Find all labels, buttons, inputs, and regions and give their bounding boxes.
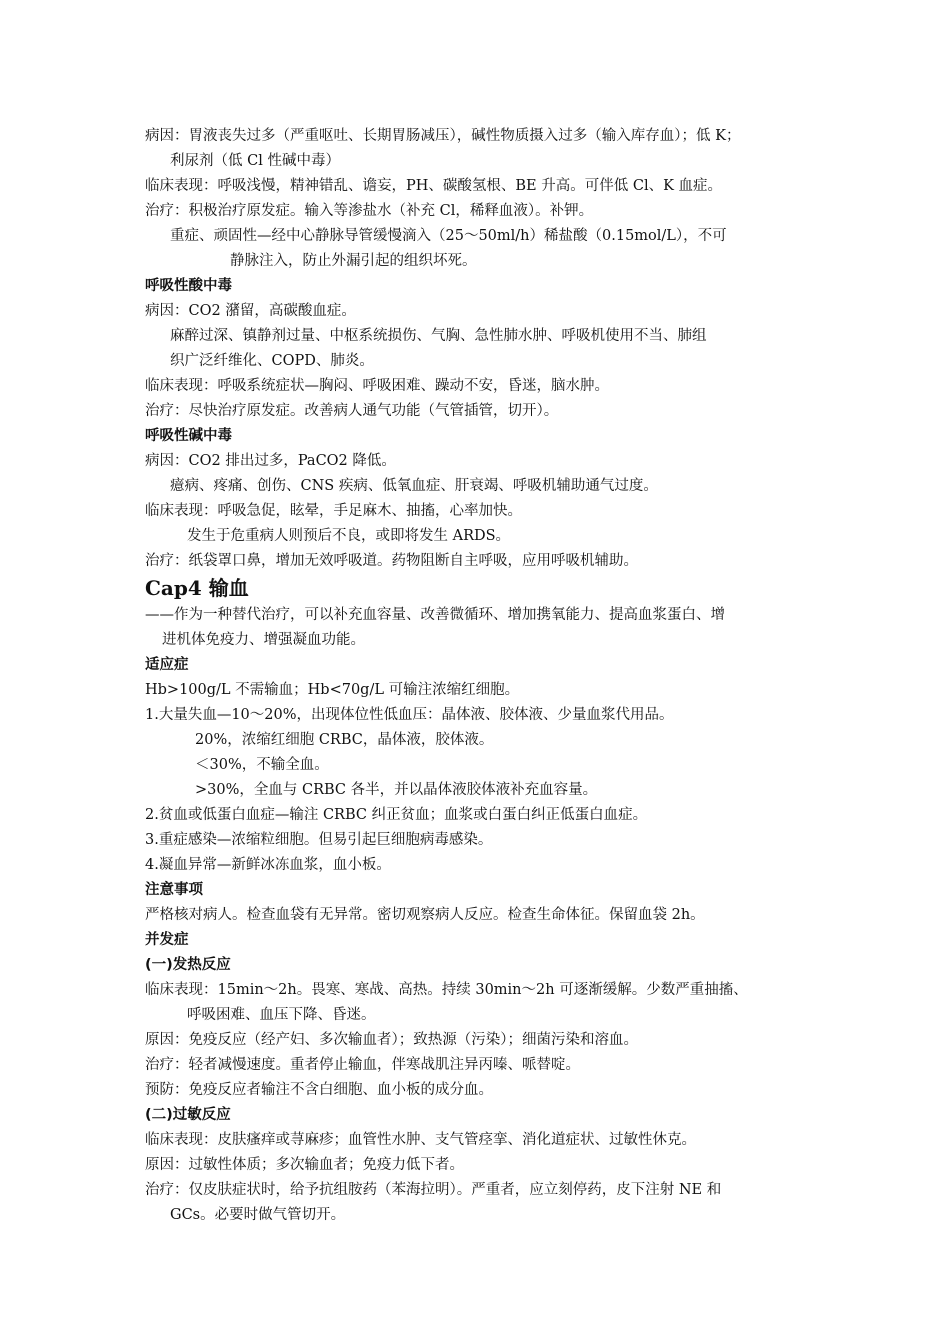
text-line: 病因：胃液丧失过多（严重呕吐、长期胃肠减压），碱性物质摄入过多（输入库存血）；低 K； [145,128,741,144]
text-line: GCs。必要时做气管切开。 [170,1207,346,1223]
text-line: 利尿剂（低 Cl 性碱中毒） [170,153,340,169]
subsection-heading: (二)过敏反应 [145,1107,231,1123]
text-line: 原因：免疫反应（经产妇、多次输血者）；致热源（污染）；细菌污染和溶血。 [145,1032,638,1048]
text-line: 癔病、疼痛、创伤、CNS 疾病、低氧血症、肝衰竭、呼吸机辅助通气过度。 [170,478,658,494]
text-line: 治疗：尽快治疗原发症。改善病人通气功能（气管插管，切开）。 [145,403,559,419]
text-line: 临床表现：皮肤瘙痒或荨麻疹；血管性水肿、支气管痉挛、消化道症状、过敏性休克。 [145,1132,696,1148]
text-line: 临床表现：呼吸浅慢，精神错乱、谵妄，PH、碳酸氢根、BE 升高。可伴低 Cl、K 血症。 [145,178,723,194]
text-line: ——作为一种替代治疗，可以补充血容量、改善微循环、增加携氧能力、提高血浆蛋白、增 [145,607,725,623]
text-line: 病因：CO2 排出过多，PaCO2 降低。 [145,453,396,469]
text-line: Hb>100g/L 不需输血；Hb<70g/L 可输注浓缩红细胞。 [145,682,520,698]
text-line: 临床表现：呼吸系统症状—胸闷、呼吸困难、躁动不安，昏迷，脑水肿。 [145,378,609,394]
text-line: 治疗：积极治疗原发症。输入等渗盐水（补充 Cl，稀释血液）。补钾。 [145,203,594,219]
text-line: 治疗：轻者减慢速度。重者停止输血，伴寒战肌注异丙嗪、哌替啶。 [145,1057,580,1073]
document-page [145,124,815,1228]
text-line: 1.大量失血—10～20%，出现体位性低血压：晶体液、胶体液、少量血浆代用品。 [145,707,674,723]
section-heading: 呼吸性碱中毒 [145,428,232,444]
text-line: 2.贫血或低蛋白血症—输注 CRBC 纠正贫血；血浆或白蛋白纠正低蛋白血症。 [145,807,648,823]
text-line: 病因：CO2 潴留，高碳酸血症。 [145,303,356,319]
text-line: 原因：过敏性体质；多次输血者；免疫力低下者。 [145,1157,464,1173]
text-line: 严格核对病人。检查血袋有无异常。密切观察病人反应。检查生命体征。保留血袋 2h。 [145,907,705,923]
text-line: 麻醉过深、镇静剂过量、中枢系统损伤、气胸、急性肺水肿、呼吸机使用不当、肺组 [170,328,707,344]
section-heading: 适应症 [145,657,189,673]
text-line: ＜30%，不输全血。 [195,757,329,773]
text-line: 临床表现：15min～2h。畏寒、寒战、高热。持续 30min～2h 可逐渐缓解。少数严重抽搐、 [145,982,748,998]
text-line: 4.凝血异常—新鲜冰冻血浆，血小板。 [145,857,391,873]
text-line: 治疗：纸袋罩口鼻，增加无效呼吸道。药物阻断自主呼吸，应用呼吸机辅助。 [145,553,638,569]
text-line: 临床表现：呼吸急促，眩晕，手足麻木、抽搐，心率加快。 [145,503,522,519]
section-heading: 呼吸性酸中毒 [145,278,232,294]
text-line: 进机体免疫力、增强凝血功能。 [162,632,365,648]
text-line: 20%，浓缩红细胞 CRBC，晶体液，胶体液。 [195,732,494,748]
text-line: 织广泛纤维化、COPD、肺炎。 [170,353,374,369]
section-heading: 并发症 [145,932,189,948]
text-line: >30%，全血与 CRBC 各半，并以晶体液胶体液补充血容量。 [195,782,598,798]
chapter-title: Cap4 输血 [145,576,249,600]
text-line: 3.重症感染—浓缩粒细胞。但易引起巨细胞病毒感染。 [145,832,493,848]
text-line: 呼吸困难、血压下降、昏迷。 [187,1007,376,1023]
subsection-heading: (一)发热反应 [145,957,231,973]
text-line: 发生于危重病人则预后不良，或即将发生 ARDS。 [187,528,511,544]
text-line: 静脉注入，防止外漏引起的组织坏死。 [230,253,477,269]
text-line: 重症、顽固性—经中心静脉导管缓慢滴入（25～50ml/h）稀盐酸（0.15mol/L），不可 [170,228,727,244]
section-heading: 注意事项 [145,882,203,898]
text-line: 预防：免疫反应者输注不含白细胞、血小板的成分血。 [145,1082,493,1098]
text-line: 治疗：仅皮肤症状时，给予抗组胺药（苯海拉明）。严重者，应立刻停药，皮下注射 NE 和 [145,1182,722,1198]
